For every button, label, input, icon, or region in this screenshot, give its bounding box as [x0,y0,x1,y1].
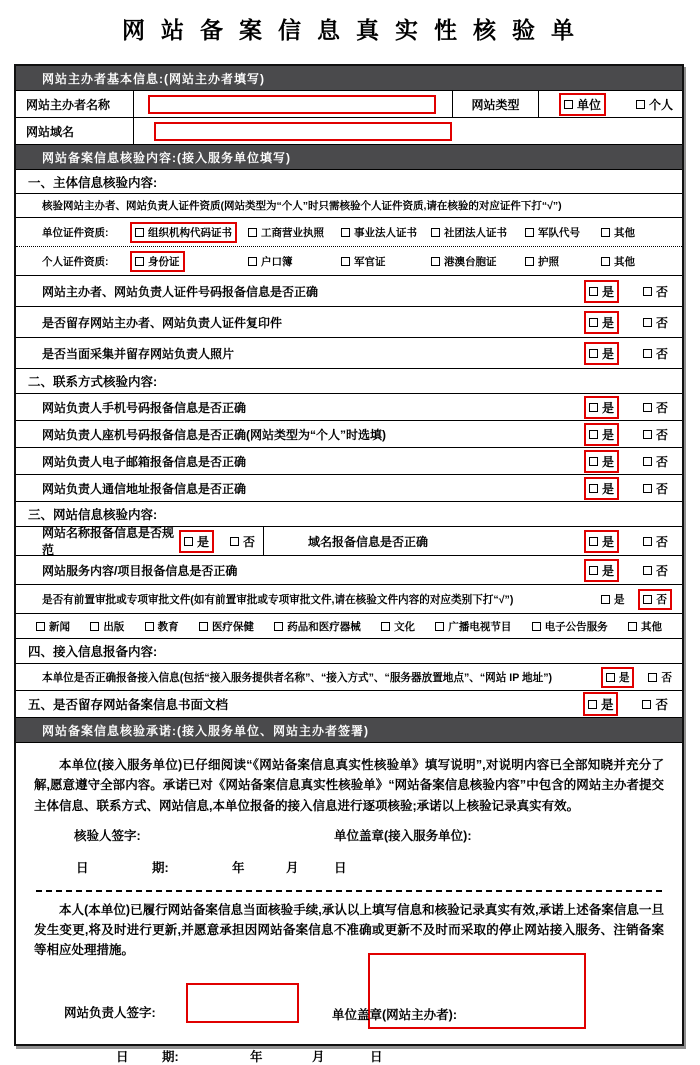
checkbox-icon [643,430,652,439]
row-preapproval [16,585,682,614]
checkbox-yes[interactable] [584,311,619,334]
checkbox-icon [643,403,652,412]
no-label: 否 [655,481,668,496]
checkbox-yes[interactable] [584,396,619,419]
checkbox-cat-pharma[interactable] [274,619,361,634]
checkbox-yes[interactable] [584,342,619,365]
sitename-question-cell [16,527,264,555]
organizer-signature-zone [34,967,664,1047]
question-label: 域名报备信息是否正确 [308,534,429,549]
checkbox-icon [431,228,440,237]
category-label: 文化 [394,620,416,633]
checkbox-no[interactable] [643,283,668,300]
checkbox-cert-unit-other[interactable] [601,225,635,240]
promise-section [16,743,682,1065]
checkbox-cert-personal-other[interactable] [601,254,635,269]
category-label: 出版 [103,620,125,633]
checkbox-icon [90,622,99,631]
checkbox-icon [589,566,598,575]
checkbox-no[interactable] [643,453,668,470]
cert-label: 组织机构代码证书 [148,226,232,239]
site-type-personal-label: 个人 [649,97,674,112]
question-label: 是否留存网站主办者、网站负责人证件复印件 [42,315,283,330]
checkbox-cat-healthcare[interactable] [199,619,254,634]
checkbox-icon [145,622,154,631]
date-label: 日 [76,860,89,875]
checkbox-icon [248,228,257,237]
personal-cert-label: 个人证件资质: [42,255,109,268]
checkbox-no[interactable] [643,345,668,362]
date-day-label: 日 [334,860,347,875]
cert-label: 事业法人证书 [354,226,417,239]
checkbox-icon [589,287,598,296]
organizer-date-row [34,1047,664,1065]
checkbox-icon [435,622,444,631]
cert-label: 其他 [614,255,635,268]
checkbox-icon [341,228,350,237]
checkbox-cert-military[interactable] [525,225,580,240]
checkbox-icon [589,318,598,327]
checkbox-icon [588,700,597,709]
checkbox-no[interactable] [643,314,668,331]
promise-paragraph-isp: 本单位(接入服务单位)已仔细阅读“《网站备案信息真实性核验单》填写说明”,对说明内容已全部知晓并充分了解,愿意遵守全部内容。承诺已对《网站备案信息真实性核验单》“网站备案信息核验内容”中包含的网站主办者提交主体信息、联系方式、网站信息,本单位报备的接入信息进行逐项核验;承诺以上核验记录真实有效。 [34,758,664,813]
checkbox-icon [589,457,598,466]
checkbox-icon [341,257,350,266]
page [0,12,700,1064]
checkbox-yes[interactable] [584,280,619,303]
checkbox-no[interactable] [643,562,668,579]
date-year-label: 年 [232,860,245,875]
no-label: 否 [655,427,668,442]
checkbox-no[interactable] [230,533,255,550]
checkbox-icon [589,484,598,493]
cert-label: 户口簿 [261,255,293,268]
checkbox-cat-culture[interactable] [381,619,415,634]
checkbox-yes[interactable] [584,530,619,553]
yes-label: 是 [601,284,614,299]
cert-label: 身份证 [148,255,180,268]
no-label: 否 [655,454,668,469]
question-label: 网站服务内容/项目报备信息是否正确 [42,563,238,578]
checkbox-no[interactable] [638,589,672,610]
checkbox-cat-education[interactable] [145,619,179,634]
site-type-options [539,93,682,116]
row-personal-certs [16,247,682,276]
row-section5 [16,691,682,718]
dashed-divider [36,890,662,892]
section-header-promise [16,718,682,743]
checkbox-icon [564,100,573,109]
category-label: 广播电视节目 [448,620,512,633]
yes-label: 是 [601,563,614,578]
no-label: 否 [655,698,668,712]
site-type-label: 网站类型 [453,91,539,117]
checkbox-site-type-personal[interactable] [636,96,673,113]
date-month-label: 月 [286,860,299,875]
question-label: 网站负责人电子邮箱报备信息是否正确 [42,454,247,469]
checkbox-icon [643,566,652,575]
site-manager-signature-label: 网站负责人签字: [64,1005,156,1020]
date-label: 期: [162,1049,179,1064]
checkbox-icon [601,257,610,266]
category-label: 电子公告服务 [544,620,608,633]
verification-form [14,64,684,1064]
checkbox-icon [135,228,144,237]
no-label: 否 [656,593,667,606]
row-question [16,276,682,307]
question-label: 是否有前置审批或专项审批文件(如有前置审批或专项审批文件,请在核验文件内容的对应类别下打“√”) [42,593,514,606]
checkbox-cert-passport[interactable] [525,254,559,269]
checkbox-icon [525,257,534,266]
row-question [16,338,682,369]
checkbox-icon [643,318,652,327]
checkbox-cert-officer[interactable] [341,254,386,269]
checkbox-icon [230,537,239,546]
section-header-basic-info [16,66,682,91]
checkbox-no[interactable] [643,426,668,443]
checkbox-icon [606,673,615,682]
row-organizer-name [16,91,682,118]
row-question [16,556,682,585]
checkbox-icon [36,622,45,631]
row-unit-certs [16,218,682,247]
site-domain-input[interactable] [154,122,452,141]
checkbox-icon [628,622,637,631]
page-title: 网 站 备 案 信 息 真 实 性 核 验 单 [121,18,579,44]
checkbox-icon [643,537,652,546]
checkbox-yes[interactable] [179,530,214,553]
date-year-label: 年 [250,1049,263,1064]
no-label: 否 [655,400,668,415]
isp-date-row [34,858,664,876]
checkbox-cat-publishing[interactable] [90,619,124,634]
yes-label: 是 [601,427,614,442]
checkbox-no[interactable] [643,399,668,416]
checkbox-yes[interactable] [584,477,619,500]
checkbox-no[interactable] [642,695,668,713]
site-domain-label: 网站域名 [16,118,134,144]
checkbox-icon [589,403,598,412]
section-header-basic-info-label: 网站主办者基本信息:(网站主办者填写) [42,71,265,86]
yes-label: 是 [196,534,209,549]
checkbox-icon [642,700,651,709]
category-label: 新闻 [49,620,70,633]
yes-label: 是 [601,400,614,415]
checkbox-icon [636,100,645,109]
row-access-info [16,664,682,691]
checkbox-no[interactable] [648,670,672,685]
checkbox-icon [589,430,598,439]
site-type-unit-label: 单位 [577,97,602,112]
checkbox-icon [643,287,652,296]
no-label: 否 [242,534,255,549]
no-label: 否 [655,315,668,330]
cert-label: 军队代号 [538,226,580,239]
cert-label: 港澳台胞证 [444,255,497,268]
organizer-name-cell [134,91,453,117]
no-label: 否 [661,671,672,684]
checkbox-cert-institution[interactable] [341,225,417,240]
category-label: 教育 [157,620,179,633]
row-site-domain [16,118,682,145]
checkbox-icon [532,622,541,631]
checkbox-cert-id-card[interactable] [130,251,185,272]
unit-cert-label: 单位证件资质: [42,226,109,239]
question-label: 网站负责人通信地址报备信息是否正确 [42,481,247,496]
section1-note: 核验网站主办者、网站负责人证件资质(网站类型为“个人”时只需核验个人证件资质,请在核验的对应证件下打“√”) [16,194,682,218]
section-header-promise-label: 网站备案信息核验承诺:(接入服务单位、网站主办者签署) [42,723,369,738]
verifier-signature-label: 核验人签字: [74,828,141,843]
no-label: 否 [655,284,668,299]
row-question [16,307,682,338]
checkbox-icon [648,673,657,682]
domain-question-cell [264,527,682,555]
row-question [16,475,682,502]
checkbox-yes[interactable] [584,423,619,446]
checkbox-icon [248,257,257,266]
date-day-label: 日 [370,1049,383,1064]
yes-label: 是 [601,454,614,469]
row-question [16,421,682,448]
checkbox-site-type-unit[interactable] [559,93,606,116]
section4-title: 四、接入信息报备内容: [16,639,682,664]
yes-label: 是 [600,698,614,712]
checkbox-icon [643,349,652,358]
site-manager-signature-box[interactable] [186,983,299,1023]
category-label: 医疗保健 [211,620,254,633]
section2-title: 二、联系方式核验内容: [16,369,682,394]
cert-label: 工商营业执照 [261,226,324,239]
question-label: 网站负责人手机号码报备信息是否正确 [42,400,247,415]
checkbox-icon [199,622,208,631]
checkbox-yes[interactable] [584,450,619,473]
section-header-verify [16,145,682,170]
checkbox-icon [525,228,534,237]
date-label: 日 [116,1049,129,1064]
checkbox-cat-broadcast[interactable] [435,619,511,634]
question-label: 网站负责人座机号码报备信息是否正确(网站类型为“个人”时选填) [42,427,386,442]
category-label: 其他 [641,620,662,633]
checkbox-icon [274,622,283,631]
checkbox-icon [589,537,598,546]
checkbox-icon [601,228,610,237]
yes-label: 是 [601,481,614,496]
cert-label: 军官证 [354,255,386,268]
checkbox-icon [643,484,652,493]
organizer-name-label: 网站主办者名称 [16,91,134,117]
date-label: 期: [152,860,169,875]
date-month-label: 月 [312,1049,325,1064]
checkbox-icon [431,257,440,266]
checkbox-cert-social-org[interactable] [431,225,507,240]
isp-signature-row [34,826,664,844]
checkbox-yes[interactable] [583,692,619,716]
checkbox-yes[interactable] [584,559,619,582]
organizer-stamp-label: 单位盖章(网站主办者): [332,1007,457,1022]
row-approval-categories [16,614,682,639]
yes-label: 是 [613,593,625,606]
row-question [16,394,682,421]
no-label: 否 [655,534,668,549]
checkbox-icon [643,595,652,604]
category-label: 药品和医疗器械 [287,620,361,633]
checkbox-no[interactable] [643,480,668,497]
checkbox-yes[interactable] [601,667,635,688]
section3-title: 三、网站信息核验内容: [16,502,682,527]
no-label: 否 [655,346,668,361]
question-label: 是否当面采集并留存网站负责人照片 [42,346,235,361]
checkbox-icon [601,595,610,604]
question-label: 网站主办者、网站负责人证件号码报备信息是否正确 [42,284,319,299]
yes-label: 是 [618,671,630,684]
section1-title: 一、主体信息核验内容: [16,170,682,194]
checkbox-no[interactable] [643,533,668,550]
organizer-name-input[interactable] [148,95,436,114]
row-sitename-domain [16,527,682,556]
section-header-verify-label: 网站备案信息核验内容:(接入服务单位填写) [42,150,291,165]
cert-label: 其他 [614,226,635,239]
checkbox-icon [135,257,144,266]
no-label: 否 [655,563,668,578]
yes-label: 是 [601,534,614,549]
row-question [16,448,682,475]
checkbox-icon [589,349,598,358]
checkbox-cert-hmt-pass[interactable] [431,254,497,269]
checkbox-cert-business-license[interactable] [248,225,324,240]
question-label: 网站名称报备信息是否规范 [42,526,175,557]
checkbox-cat-bbs[interactable] [532,619,608,634]
checkbox-icon [184,537,193,546]
checkbox-cat-other[interactable] [628,619,662,634]
isp-stamp-label: 单位盖章(接入服务单位): [334,828,472,843]
cert-label: 护照 [538,255,559,268]
checkbox-icon [643,457,652,466]
checkbox-cat-news[interactable] [36,619,70,634]
question-label: 本单位是否正确报备接入信息(包括“接入服务提供者名称”、“接入方式”、“服务器放置地点”、“网站 IP 地址”) [42,671,553,684]
section5-title: 五、是否留存网站备案信息书面文档 [28,698,229,712]
cert-label: 社团法人证书 [444,226,507,239]
checkbox-cert-org-code[interactable] [130,222,237,243]
checkbox-cert-household[interactable] [248,254,293,269]
promise-paragraph-organizer: 本人(本单位)已履行网站备案信息当面核验手续,承认以上填写信息和核验记录真实有效,承诺上述备案信息一旦发生变更,将及时进行更新,并愿意承担因网站备案信息不准确或更新不及时而采取的停止网站接入服务、注销备案等相应处理措施。 [34,902,664,958]
checkbox-yes[interactable] [601,592,625,607]
yes-label: 是 [601,346,614,361]
checkbox-icon [381,622,390,631]
yes-label: 是 [601,315,614,330]
